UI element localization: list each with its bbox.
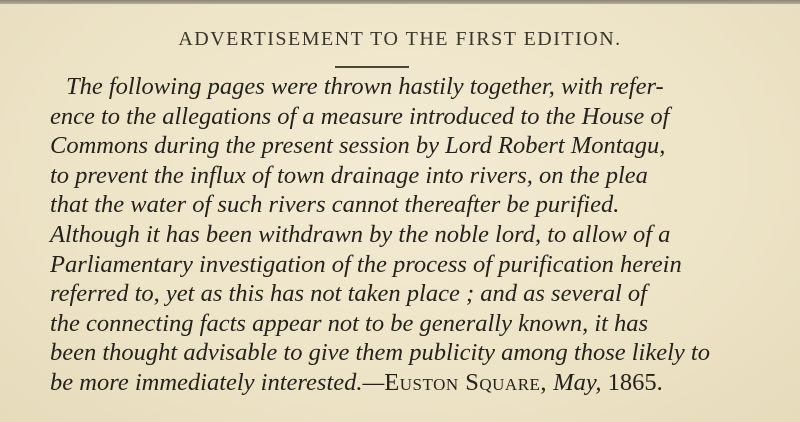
top-edge-rule: [0, 0, 800, 4]
paragraph-line: Commons during the present session by Lord Robert Montagu,: [50, 132, 666, 160]
paragraph-line: the connecting facts appear not to be generally known, it has: [50, 309, 649, 337]
paragraph-line: The following pages were thrown hastily together, with refer-: [66, 73, 664, 100]
paragraph-line: been thought advisable to give them publicity among those likely to: [50, 339, 710, 367]
advertisement-paragraph: [50, 72, 766, 398]
paragraph-line: to prevent the influx of town drainage into rivers, on the plea: [50, 161, 648, 189]
paragraph-line-text: be more immediately interested.—: [50, 368, 385, 396]
paragraph-line: referred to, yet as this has not taken place ; and as several of: [50, 280, 647, 308]
paragraph-line: that the water of such rivers cannot thereafter be purified.: [50, 191, 620, 219]
paragraph-line: Although it has been withdrawn by the noble lord, to allow of a: [50, 220, 671, 248]
signature-year: 1865.: [607, 368, 663, 396]
title-divider: [335, 66, 409, 68]
signature-month: May,: [553, 368, 602, 396]
paragraph-line: ence to the allegations of a measure introduced to the House of: [50, 102, 670, 130]
paragraph-last-line: [50, 368, 766, 398]
signature-place: Euston Square,: [384, 368, 548, 396]
paragraph-line: Parliamentary investigation of the process of purification herein: [50, 250, 682, 278]
page-title: ADVERTISEMENT TO THE FIRST EDITION.: [178, 28, 622, 50]
